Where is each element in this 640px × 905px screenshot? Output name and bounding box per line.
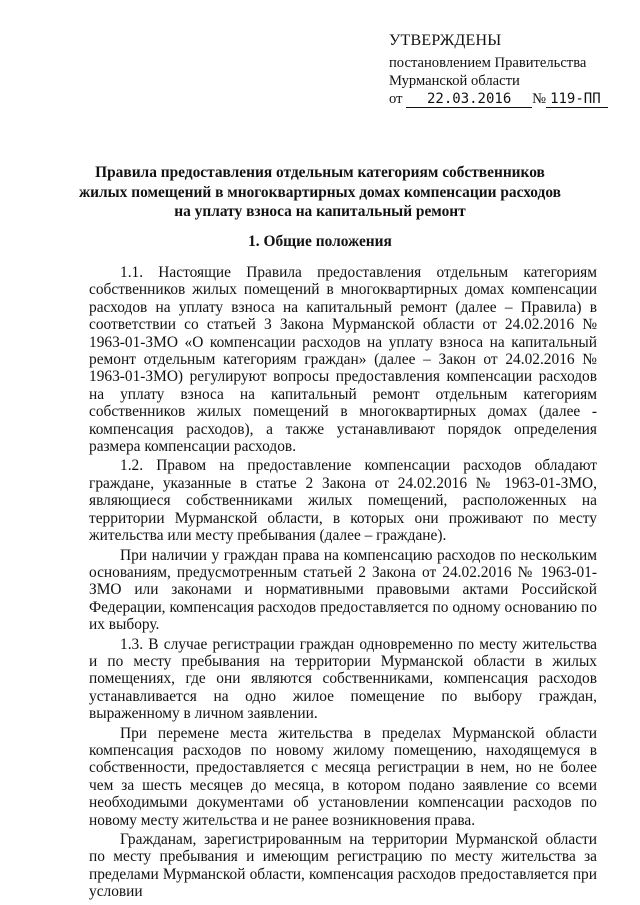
approval-date: 22.03.2016	[406, 92, 532, 108]
approval-from-label: от	[389, 91, 403, 107]
approval-line-2: Мурманской области	[389, 73, 520, 89]
document-title: Правила предоставления отдельным категориям собственников жилых помещений в многоквартирных домах компенсации расходов на уплату взноса на капитальный ремонт	[79, 164, 561, 220]
paragraph: 1.3. В случае регистрации граждан одновременно по месту жительства и по месту пребывания на территории Мурманской области в жилых помещениях, где они являются собственниками, компенсация расходов устанавливается на одно жилое помещение по выбору граждан, выраженному в личном заявлении.	[89, 635, 597, 723]
paragraph: При перемене места жительства в пределах Мурманской области компенсация расходов по новому жилому помещению, находящемуся в собственности, предоставляется с месяца регистрации в нем, но не более чем за шесть месяцев до месяца, в котором подано заявление со всеми необходимыми документами об установлении компенсации расходов по новому месту жительства и не ранее возникновения права.	[89, 724, 597, 829]
paragraph: Гражданам, зарегистрированным на территории Мурманской области по месту пребывания и имеющим регистрацию по месту жительства за пределами Мурманской области, компенсация расходов предоставляется при условии	[89, 831, 597, 901]
section-heading: 1. Общие положения	[248, 233, 392, 250]
approval-stamp	[389, 32, 619, 108]
approval-line-1: постановлением Правительства	[389, 55, 587, 71]
approval-date-line	[389, 90, 619, 108]
paragraph: При наличии у граждан права на компенсацию расходов по нескольким основаниям, предусмотренным статьей 2 Закона от 24.02.2016 № 1963-01-ЗМО или законами и нормативными правовыми актами Российской Федерации, компенсация расходов предоставляется по одному основанию по их выбору.	[89, 546, 597, 634]
paragraph: 1.1. Настоящие Правила предоставления отдельным категориям собственников жилых помещений в многоквартирных домах компенсации расходов на уплату взноса на капитальный ремонт (далее – Правила) в соответствии со статьей 3 Закона Мурманской области от 24.02.2016 № 1963-01-ЗМО «О компенсации расходов на уплату взноса на капитальный ремонт отдельным категориям граждан» (далее – Закон от 24.02.2016 № 1963-01-ЗМО) регулируют вопросы предоставления компенсации расходов на уплату взноса на капитальный ремонт отдельным категориям собственников жилых помещений в многоквартирных домах (далее - компенсация расходов), а также устанавливают порядок определения размера компенсации расходов.	[89, 264, 597, 456]
approval-number: 119-ПП	[546, 92, 608, 108]
approval-number-label: №	[532, 91, 547, 107]
paragraph: 1.2. Правом на предоставление компенсации расходов обладают граждане, указанные в статье 2 Закона от 24.02.2016 № 1963-01-ЗМО, являющиеся собственниками жилых помещений, расположенных на территории Мурманской области, в которых они проживают по месту жительства или месту пребывания (далее – граждане).	[89, 457, 597, 545]
document-body	[89, 264, 597, 903]
approval-heading: УТВЕРЖДЕНЫ	[389, 32, 502, 49]
